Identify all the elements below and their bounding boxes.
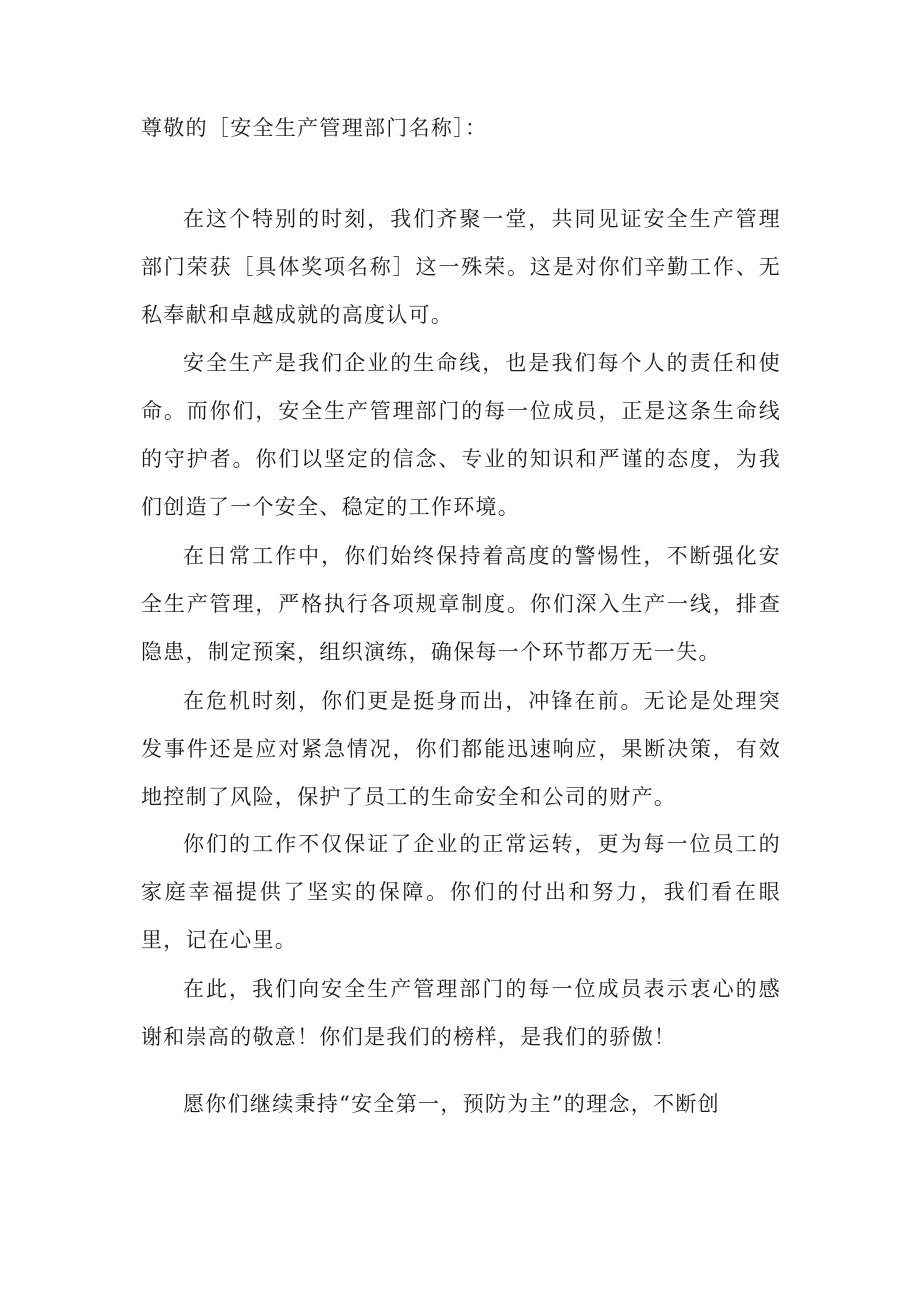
paragraph-employee-wellbeing: 你们的工作不仅保证了企业的正常运转，更为每一位员工的家庭幸福提供了坚实的保障。你们的付出和努力，我们看在眼里，记在心里。: [141, 832, 781, 952]
paragraph-award-recognition: 在这个特别的时刻，我们齐聚一堂，共同见证安全生产管理部门荣获［具体奖项名称］这一殊荣。这是对你们辛勤工作、无私奉献和卓越成就的高度认可。: [141, 207, 781, 327]
paragraph-daily-work: 在日常工作中，你们始终保持着高度的警惕性，不断强化安全生产管理，严格执行各项规章制度。你们深入生产一线，排查隐患，制定预案，组织演练，确保每一个环节都万无一失。: [141, 544, 781, 664]
paragraph-wishes: 愿你们继续秉持“安全第一，预防为主”的理念，不断创: [183, 1092, 720, 1116]
paragraph-safety-lifeline: 安全生产是我们企业的生命线，也是我们每个人的责任和使命。而你们，安全生产管理部门的每一位成员，正是这条生命线的守护者。你们以坚定的信念、专业的知识和严谨的态度，为我们创造了一个安全、稳定的工作环境。: [141, 351, 781, 519]
paragraph-gratitude: 在此，我们向安全生产管理部门的每一位成员表示衷心的感谢和崇高的敬意！你们是我们的榜样，是我们的骄傲！: [141, 977, 781, 1049]
salutation: 尊敬的［安全生产管理部门名称］：: [141, 116, 488, 140]
paragraph-crisis-response: 在危机时刻，你们更是挺身而出，冲锋在前。无论是处理突发事件还是应对紧急情况，你们都能迅速响应，果断决策，有效地控制了风险，保护了员工的生命安全和公司的财产。: [141, 689, 781, 809]
